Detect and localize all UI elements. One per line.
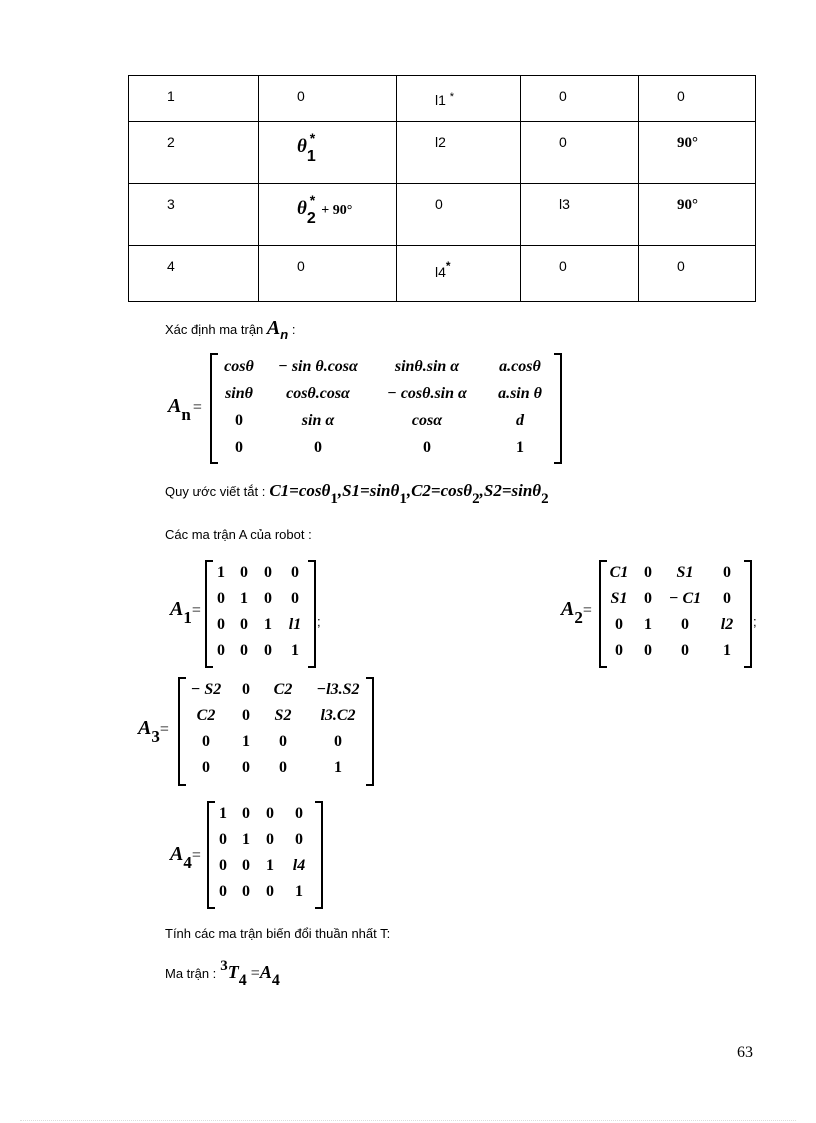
matrix-cell: 0 xyxy=(291,590,299,607)
matrix-cell: 0 xyxy=(242,883,250,900)
cell: l4* xyxy=(397,246,521,302)
compute-t-heading: Tính các ma trận biến đổi thuần nhất T: xyxy=(165,926,391,941)
matrix-cell: 0 xyxy=(615,642,623,659)
matrix-cell: d xyxy=(516,411,524,429)
matrix-cell: 1 xyxy=(334,759,342,776)
a4-matrix xyxy=(212,801,320,905)
cell: 0 xyxy=(639,76,756,122)
matrix-cell: − sin θ.cosα xyxy=(278,357,358,375)
table-row xyxy=(129,122,756,184)
cell: l2 xyxy=(397,122,521,184)
cell: θ2*+ 90° xyxy=(259,184,397,246)
matrix-cell: 0 xyxy=(217,590,225,607)
matrix-cell: 0 xyxy=(423,438,431,456)
t-matrix-line: Ma trận : 3T4 =A4 xyxy=(165,958,280,989)
cell: 4 xyxy=(129,246,259,302)
matrix-cell: a.cosθ xyxy=(499,357,541,375)
cell: 0 xyxy=(521,122,639,184)
matrix-cell: − S2 xyxy=(190,681,222,698)
matrix-cell: 0 xyxy=(219,857,227,874)
matrix-cell: − C1 xyxy=(668,590,702,607)
a2-matrix xyxy=(604,560,746,664)
matrix-cell: 0 xyxy=(681,616,689,633)
matrix-cell: 0 xyxy=(334,733,342,750)
cell: 3 xyxy=(129,184,259,246)
matrix-cell: 0 xyxy=(295,805,303,822)
define-an-line: Xác định ma trận An : xyxy=(165,317,296,342)
matrix-cell: −l3.S2 xyxy=(316,681,360,698)
cell: 0 xyxy=(259,246,397,302)
matrix-cell: 0 xyxy=(291,564,299,581)
matrix-cell: 0 xyxy=(240,616,248,633)
matrix-cell: l1 xyxy=(288,616,302,633)
matrix-cell: 0 xyxy=(242,707,250,724)
a4-label: A4= xyxy=(170,843,201,872)
cell: 90° xyxy=(639,184,756,246)
matrix-cell: C2 xyxy=(196,707,216,724)
matrix-cell: 1 xyxy=(240,590,248,607)
a3-matrix xyxy=(183,677,373,782)
matrix-cell: l4 xyxy=(292,857,306,874)
matrix-cell: 0 xyxy=(217,642,225,659)
matrix-cell: 0 xyxy=(723,590,731,607)
matrix-cell: 0 xyxy=(240,642,248,659)
matrix-cell: 1 xyxy=(242,831,250,848)
a1-label: A1= xyxy=(170,598,201,627)
matrix-cell: 0 xyxy=(266,805,274,822)
matrix-cell: sinθ.sin α xyxy=(394,357,460,375)
a2-label: A2= xyxy=(561,598,592,627)
cell: 0 xyxy=(259,76,397,122)
matrix-cell: 0 xyxy=(266,831,274,848)
matrix-cell: 0 xyxy=(202,733,210,750)
matrix-cell: 0 xyxy=(295,831,303,848)
cell: 1 xyxy=(129,76,259,122)
matrix-cell: 0 xyxy=(202,759,210,776)
a3-label: A3= xyxy=(138,717,169,746)
matrix-cell: 1 xyxy=(516,438,524,456)
cell: l1 * xyxy=(397,76,521,122)
matrix-cell: 0 xyxy=(314,438,322,456)
cell: 0 xyxy=(397,184,521,246)
matrix-cell: 0 xyxy=(235,438,243,456)
matrix-cell: S1 xyxy=(610,590,628,607)
matrix-cell: S1 xyxy=(676,564,694,581)
cell: l3 xyxy=(521,184,639,246)
abbreviation-line: Quy ước viết tắt : C1=cosθ1,S1=sinθ1,C2=cosθ2,S2=sinθ2 xyxy=(165,481,549,507)
matrix-cell: 1 xyxy=(291,642,299,659)
cell: 90° xyxy=(639,122,756,184)
semicolon: ; xyxy=(317,614,321,629)
cell: 0 xyxy=(639,246,756,302)
matrix-cell: 0 xyxy=(219,831,227,848)
matrix-cell: 0 xyxy=(242,759,250,776)
matrix-cell: 0 xyxy=(242,857,250,874)
matrix-cell: 0 xyxy=(723,564,731,581)
matrix-cell: 0 xyxy=(266,883,274,900)
matrix-cell: l3.C2 xyxy=(320,707,356,724)
matrix-cell: 0 xyxy=(242,805,250,822)
matrix-cell: C1 xyxy=(609,564,629,581)
table-row xyxy=(129,246,756,302)
matrix-cell: 0 xyxy=(681,642,689,659)
matrix-cell: cosθ.cosα xyxy=(286,384,350,402)
matrix-cell: 1 xyxy=(723,642,731,659)
an-matrix xyxy=(214,353,558,461)
matrix-cell: 1 xyxy=(266,857,274,874)
matrix-cell: 0 xyxy=(242,681,250,698)
cell: θ1* xyxy=(259,122,397,184)
matrix-cell: cosθ xyxy=(224,357,254,375)
matrix-cell: 0 xyxy=(264,642,272,659)
matrix-cell: sinθ xyxy=(225,384,253,402)
matrix-cell: 0 xyxy=(217,616,225,633)
matrix-cell: 0 xyxy=(615,616,623,633)
cell: 0 xyxy=(521,76,639,122)
dh-parameter-table xyxy=(128,75,756,302)
matrix-cell: cosα xyxy=(411,411,443,429)
table-row xyxy=(129,184,756,246)
page-number: 63 xyxy=(737,1044,753,1061)
matrix-cell: − cosθ.sin α xyxy=(387,384,467,402)
matrix-cell: C2 xyxy=(273,681,293,698)
footer-divider xyxy=(20,1120,796,1121)
a1-matrix xyxy=(210,560,314,664)
matrix-cell: 0 xyxy=(235,411,243,429)
an-matrix-label: An = xyxy=(168,395,202,424)
matrix-cell: 0 xyxy=(264,590,272,607)
matrix-cell: 1 xyxy=(264,616,272,633)
matrix-cell: S2 xyxy=(274,707,292,724)
robot-matrices-heading: Các ma trận A của robot : xyxy=(165,527,312,542)
cell: 2 xyxy=(129,122,259,184)
matrix-cell: 1 xyxy=(295,883,303,900)
matrix-cell: 1 xyxy=(217,564,225,581)
semicolon: ; xyxy=(753,614,757,629)
matrix-cell: a.sin θ xyxy=(498,384,542,402)
matrix-cell: 0 xyxy=(644,564,652,581)
matrix-cell: 1 xyxy=(219,805,227,822)
matrix-cell: 0 xyxy=(240,564,248,581)
matrix-cell: 0 xyxy=(644,590,652,607)
matrix-cell: 1 xyxy=(242,733,250,750)
matrix-cell: 0 xyxy=(279,733,287,750)
matrix-cell: sin α xyxy=(301,411,335,429)
matrix-cell: 0 xyxy=(219,883,227,900)
table-row xyxy=(129,76,756,122)
matrix-cell: 0 xyxy=(279,759,287,776)
cell: 0 xyxy=(521,246,639,302)
matrix-cell: 0 xyxy=(264,564,272,581)
matrix-cell: 0 xyxy=(644,642,652,659)
matrix-cell: l2 xyxy=(720,616,734,633)
matrix-cell: 1 xyxy=(644,616,652,633)
